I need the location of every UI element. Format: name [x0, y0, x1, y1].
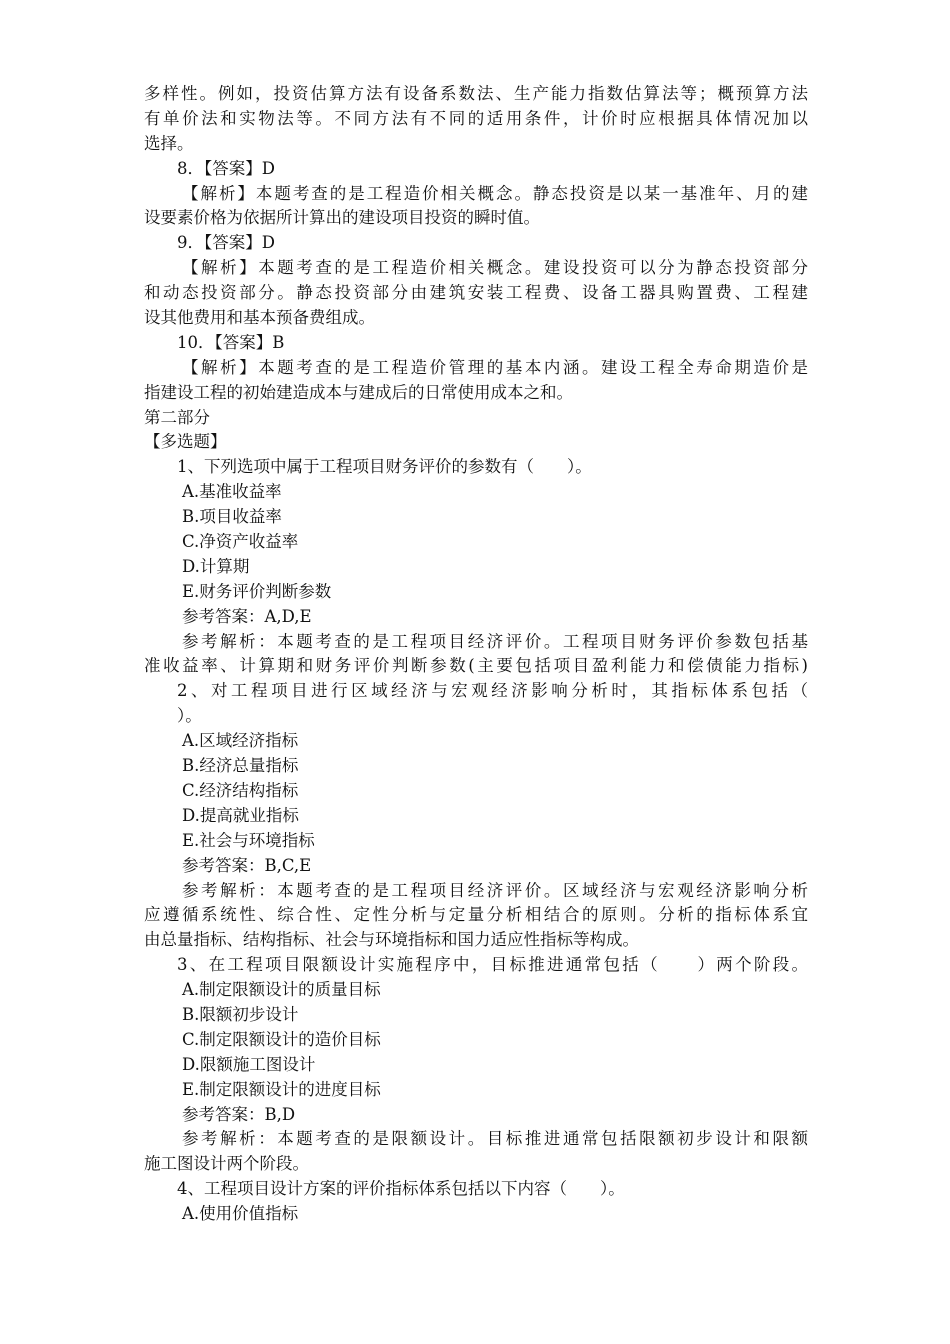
- text-line: 由总量指标、结构指标、社会与环境指标和国力适应性指标等构成。: [144, 930, 639, 950]
- text-line: 第二部分: [144, 407, 210, 427]
- text-line: 1、下列选项中属于工程项目财务评价的参数有（ ）。: [177, 457, 592, 477]
- text-line: 应遵循系统性、综合性、定性分析与定量分析相结合的原则。分析的指标体系宜: [144, 905, 808, 925]
- text-line: B.限额初步设计: [182, 1004, 299, 1024]
- text-line: 参考解析：本题考查的是工程项目经济评价。区域经济与宏观经济影响分析: [182, 880, 808, 900]
- text-line: 指建设工程的初始建造成本与建成后的日常使用成本之和。: [144, 382, 573, 402]
- text-line: E.财务评价判断参数: [182, 581, 332, 601]
- text-line: E.制定限额设计的进度目标: [182, 1079, 381, 1099]
- text-line: 和动态投资部分。静态投资部分由建筑安装工程费、设备工器具购置费、工程建: [144, 283, 808, 303]
- text-line: 2、对工程项目进行区域经济与宏观经济影响分析时，其指标体系包括（: [177, 681, 808, 701]
- text-line: 参考答案：A,D,E: [182, 606, 312, 626]
- text-line: A.制定限额设计的质量目标: [182, 980, 381, 1000]
- text-line: 设其他费用和基本预备费组成。: [144, 308, 375, 328]
- text-line: 参考解析：本题考查的是限额设计。目标推进通常包括限额初步设计和限额: [182, 1129, 808, 1149]
- text-line: 3、在工程项目限额设计实施程序中，目标推进通常包括（ ）两个阶段。: [177, 955, 808, 975]
- text-line: C.经济结构指标: [182, 780, 299, 800]
- text-line: 有单价法和实物法等。不同方法有不同的适用条件，计价时应根据具体情况加以: [144, 108, 808, 128]
- text-line: 10．【答案】B: [177, 332, 285, 352]
- text-line: C.制定限额设计的造价目标: [182, 1029, 381, 1049]
- text-line: 【解析】本题考查的是工程造价相关概念。建设投资可以分为静态投资部分: [182, 258, 808, 278]
- text-line: 多样性。例如，投资估算方法有设备系数法、生产能力指数估算法等；概预算方法: [144, 84, 808, 103]
- text-line: A.使用价值指标: [182, 1204, 299, 1224]
- text-line: B.项目收益率: [182, 507, 282, 527]
- text-line: 【解析】本题考查的是工程造价管理的基本内涵。建设工程全寿命期造价是: [182, 357, 808, 377]
- text-line: A.区域经济指标: [182, 731, 299, 751]
- text-line: D.提高就业指标: [182, 805, 299, 825]
- text-line: 【解析】本题考查的是工程造价相关概念。静态投资是以某一基准年、月的建: [182, 183, 808, 203]
- text-line: A.基准收益率: [182, 482, 282, 502]
- text-line: 施工图设计两个阶段。: [144, 1154, 309, 1174]
- text-line: 设要素价格为依据所计算出的建设项目投资的瞬时值。: [144, 208, 540, 228]
- text-line: 准收益率、计算期和财务评价判断参数(主要包括项目盈利能力和偿债能力指标): [144, 656, 808, 676]
- text-line: E.社会与环境指标: [182, 830, 315, 850]
- text-line: D.计算期: [182, 556, 250, 576]
- text-line: C.净资产收益率: [182, 532, 299, 552]
- text-line: 参考答案：B,C,E: [182, 855, 312, 875]
- text-line: 参考解析：本题考查的是工程项目经济评价。工程项目财务评价参数包括基: [182, 631, 808, 651]
- text-line: 9．【答案】D: [177, 233, 275, 253]
- text-line: 参考答案：B,D: [182, 1104, 296, 1124]
- text-line: ）。: [177, 706, 202, 726]
- text-line: B.经济总量指标: [182, 756, 299, 776]
- text-line: 8．【答案】D: [177, 158, 275, 178]
- document-page: [144, 82, 808, 1227]
- text-line: 选择。: [144, 133, 194, 153]
- text-line: D.限额施工图设计: [182, 1054, 316, 1074]
- text-line: 4、工程项目设计方案的评价指标体系包括以下内容（ ）。: [177, 1179, 625, 1199]
- text-line: 【多选题】: [144, 432, 227, 452]
